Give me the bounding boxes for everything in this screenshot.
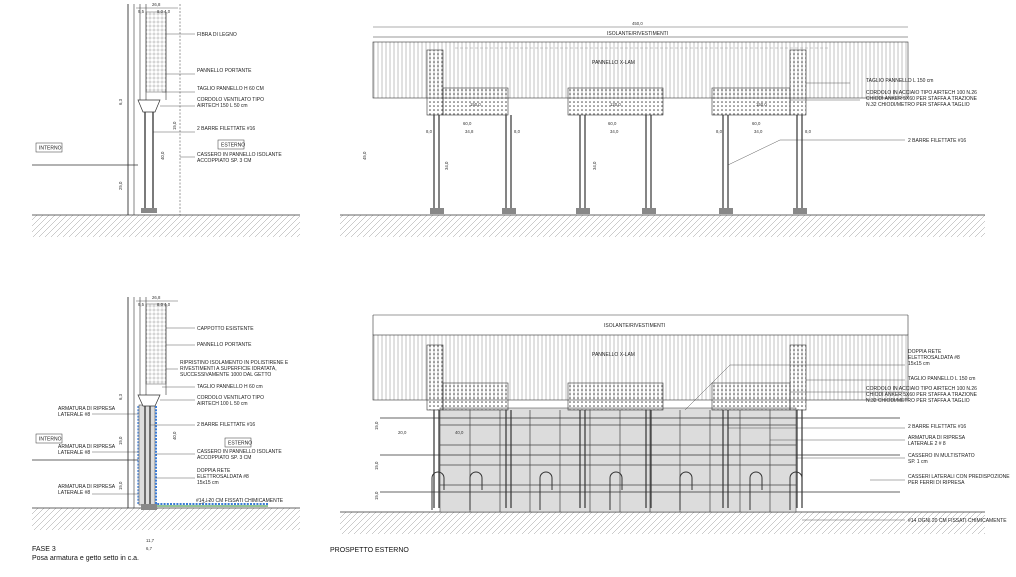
label-cappotto: CAPPOTTO ESISTENTE — [197, 326, 254, 332]
label-fibra-legno: FIBRA DI LEGNO — [197, 32, 237, 38]
label-cordolo-e1: CORDOLO IN ACCIAIO TIPO AIRTECH 100 N.26 — [866, 386, 977, 392]
svg-text:15,0: 15,0 — [374, 421, 379, 430]
svg-text:6,3: 6,3 — [118, 394, 123, 400]
label-cassero-b2: ACCOPPIATO SP. 3 CM — [197, 455, 252, 461]
svg-text:8,0: 8,0 — [716, 129, 722, 134]
svg-text:9,5: 9,5 — [138, 9, 144, 14]
label-taglio-pannello: TAGLIO PANNELLO H 60 CM — [197, 86, 264, 92]
label-isolante: ISOLANTE/RIVESTIMENTI — [607, 31, 669, 37]
bottom-section-detail — [32, 295, 300, 551]
label-esterno-b: ESTERNO — [228, 440, 253, 447]
label-armatura-2b: LATERALE #8 — [58, 450, 91, 456]
label-interno: INTERNO — [39, 145, 62, 152]
concrete-wall — [139, 405, 155, 505]
svg-text:40,0: 40,0 — [455, 430, 464, 435]
label-cassero-2: ACCOPPIATO SP. 3 CM — [197, 158, 252, 164]
svg-text:34,0: 34,0 — [754, 129, 763, 134]
label-interno-b: INTERNO — [39, 436, 62, 443]
label-cassero-b1: CASSERO IN PANNELLO ISOLANTE — [197, 449, 282, 455]
label-rete-3: 15x15 cm — [197, 480, 219, 486]
label-multistrato-1: CASSERO IN MULTISTRATO — [908, 453, 975, 459]
label-cassero-1: CASSERO IN PANNELLO ISOLANTE — [197, 152, 282, 158]
svg-text:9,5: 9,5 — [138, 302, 144, 307]
svg-text:150,0: 150,0 — [470, 102, 481, 107]
svg-text:8,0 4,0: 8,0 4,0 — [157, 302, 171, 307]
svg-text:40,0: 40,0 — [160, 151, 165, 160]
label-cordolo-2: AIRTECH 150 L 50 cm — [197, 103, 248, 109]
label-rete-e1: DOPPIA RETE — [908, 349, 942, 355]
cordolo-shape — [138, 100, 160, 112]
label-pannello-xlam-b: PANNELLO X-LAM — [592, 352, 635, 358]
label-barre-e: 2 BARRE FILETTATE #16 — [908, 424, 967, 430]
svg-text:60,0: 60,0 — [752, 121, 761, 126]
label-armatura-2a: ARMATURA DI RIPRESA — [58, 444, 116, 450]
label-esterno: ESTERNO — [221, 142, 246, 149]
label-cordolo-1: CORDOLO VENTILATO TIPO — [197, 97, 264, 103]
label-multistrato-2: SP. 1 cm — [908, 459, 928, 465]
label-isolante-b: ISOLANTE/RIVESTIMENTI — [604, 323, 666, 329]
label-cordolo-b1: CORDOLO VENTILATO TIPO — [197, 395, 264, 401]
label-ripristino-1: RIPRISTINO ISOLAMENTO IN POLISTIRENE E — [180, 360, 289, 366]
label-armatura-1b: LATERALE #8 — [58, 412, 91, 418]
label-barre-filettate: 2 BARRE FILETTATE #16 — [908, 138, 967, 144]
label-pannello-xlam: PANNELLO X-LAM — [592, 60, 635, 66]
label-armatura-e2: LATERALE 2 # 8 — [908, 441, 946, 447]
svg-text:6,3: 6,3 — [118, 99, 123, 105]
svg-text:8,0: 8,0 — [426, 129, 432, 134]
label-casseri-2: PER FERRI DI RIPRESA — [908, 480, 965, 486]
cordolo-shape-bottom — [138, 395, 160, 406]
label-fissati-b: #14 / 20 CM FISSATI CHIMICAMENTE — [196, 498, 284, 504]
label-ripristino-3: SUCCESSIVAMENTE 1000 DAL GETTO — [180, 372, 272, 378]
svg-text:20,0: 20,0 — [398, 430, 407, 435]
label-cordolo-e2: CHIODI ANKER 5X60 PER STAFFA A TRAZIONE — [866, 392, 977, 398]
label-fissati-e: #14 OGNI 20 CM FISSATI CHIMICAMENTE — [908, 518, 1007, 524]
svg-text:40,0: 40,0 — [172, 431, 177, 440]
bottom-elevation — [340, 315, 1010, 534]
top-section-detail — [32, 2, 300, 237]
svg-text:34,8: 34,8 — [465, 129, 474, 134]
svg-text:8,0: 8,0 — [805, 129, 811, 134]
svg-text:26,8: 26,8 — [152, 2, 161, 7]
label-cordolo-b2: AIRTECH 100 L 50 cm — [197, 401, 248, 407]
top-elevation — [340, 21, 985, 237]
label-taglio-b: TAGLIO PANNELLO H 60 cm — [197, 384, 263, 390]
label-pannello-portante: PANNELLO PORTANTE — [197, 68, 252, 74]
label-rete-2: ELETTROSALDATA #8 — [197, 474, 249, 480]
label-barre-b: 2 BARRE FILETTATE #16 — [197, 422, 256, 428]
label-cordolo-acciaio-1: CORDOLO IN ACCIAIO TIPO AIRTECH 100 N.26 — [866, 90, 977, 96]
label-rete-e3: 15x15 cm — [908, 361, 930, 367]
caption-fase-subtitle: Posa armatura e getto setto in c.a. — [32, 555, 140, 562]
svg-text:15,0: 15,0 — [374, 461, 379, 470]
svg-text:8,0 4,0: 8,0 4,0 — [157, 9, 171, 14]
svg-text:120,0: 120,0 — [610, 102, 621, 107]
concrete-pour — [440, 408, 796, 512]
wood-fiber-layer — [146, 12, 166, 92]
label-barre: 2 BARRE FILETTATE #16 — [197, 126, 256, 132]
label-armatura-3b: LATERALE #8 — [58, 490, 91, 496]
svg-text:15,0: 15,0 — [118, 481, 123, 490]
svg-text:8,0: 8,0 — [514, 129, 520, 134]
svg-text:150,0: 150,0 — [756, 102, 767, 107]
svg-text:34,0: 34,0 — [610, 129, 619, 134]
ground-hatch — [32, 215, 300, 237]
svg-text:15,0: 15,0 — [118, 436, 123, 445]
label-taglio-150-b: TAGLIO PANNELLO L 150 cm — [908, 376, 976, 382]
svg-text:26,8: 26,8 — [152, 295, 161, 300]
svg-text:60,0: 60,0 — [463, 121, 472, 126]
label-cordolo-acciaio-3: N.32 CHIODI/METRO PER STAFFA A TAGLIO — [866, 102, 970, 108]
svg-text:11,7: 11,7 — [146, 538, 155, 543]
svg-text:34,0: 34,0 — [592, 161, 597, 170]
svg-text:60,0: 60,0 — [608, 121, 617, 126]
svg-text:15,0: 15,0 — [374, 491, 379, 500]
label-armatura-e1: ARMATURA DI RIPRESA — [908, 435, 966, 441]
label-ripristino-2: RIVESTIMENTI A SUPERFICIE IDRATATA, — [180, 366, 277, 372]
label-armatura-3a: ARMATURA DI RIPRESA — [58, 484, 116, 490]
caption-prospetto: PROSPETTO ESTERNO — [330, 547, 409, 554]
caption-fase-title: FASE 3 — [32, 546, 56, 553]
label-cordolo-acciaio-2: CHIODI ANKER 5X60 PER STAFFA A TRAZIONE — [866, 96, 977, 102]
label-rete-e2: ELETTROSALDATA #8 — [908, 355, 960, 361]
dim-overall: 450,0 — [632, 21, 643, 26]
svg-text:34,0: 34,0 — [444, 161, 449, 170]
label-cordolo-e3: N.32 CHIODI/METRO PER STAFFA A TAGLIO — [866, 398, 970, 404]
svg-text:15,0: 15,0 — [172, 121, 177, 130]
svg-text:25,0: 25,0 — [118, 181, 123, 190]
label-casseri-1: CASSERI LATERALI CON PREDISPOZIONE — [908, 474, 1010, 480]
label-taglio-150: TAGLIO PANNELLO L 150 cm — [866, 78, 934, 84]
svg-text:45,0: 45,0 — [362, 151, 367, 160]
label-armatura-1a: ARMATURA DI RIPRESA — [58, 406, 116, 412]
label-rete-1: DOPPIA RETE — [197, 468, 231, 474]
svg-text:6,7: 6,7 — [146, 546, 152, 551]
label-pannello-portante-b: PANNELLO PORTANTE — [197, 342, 252, 348]
